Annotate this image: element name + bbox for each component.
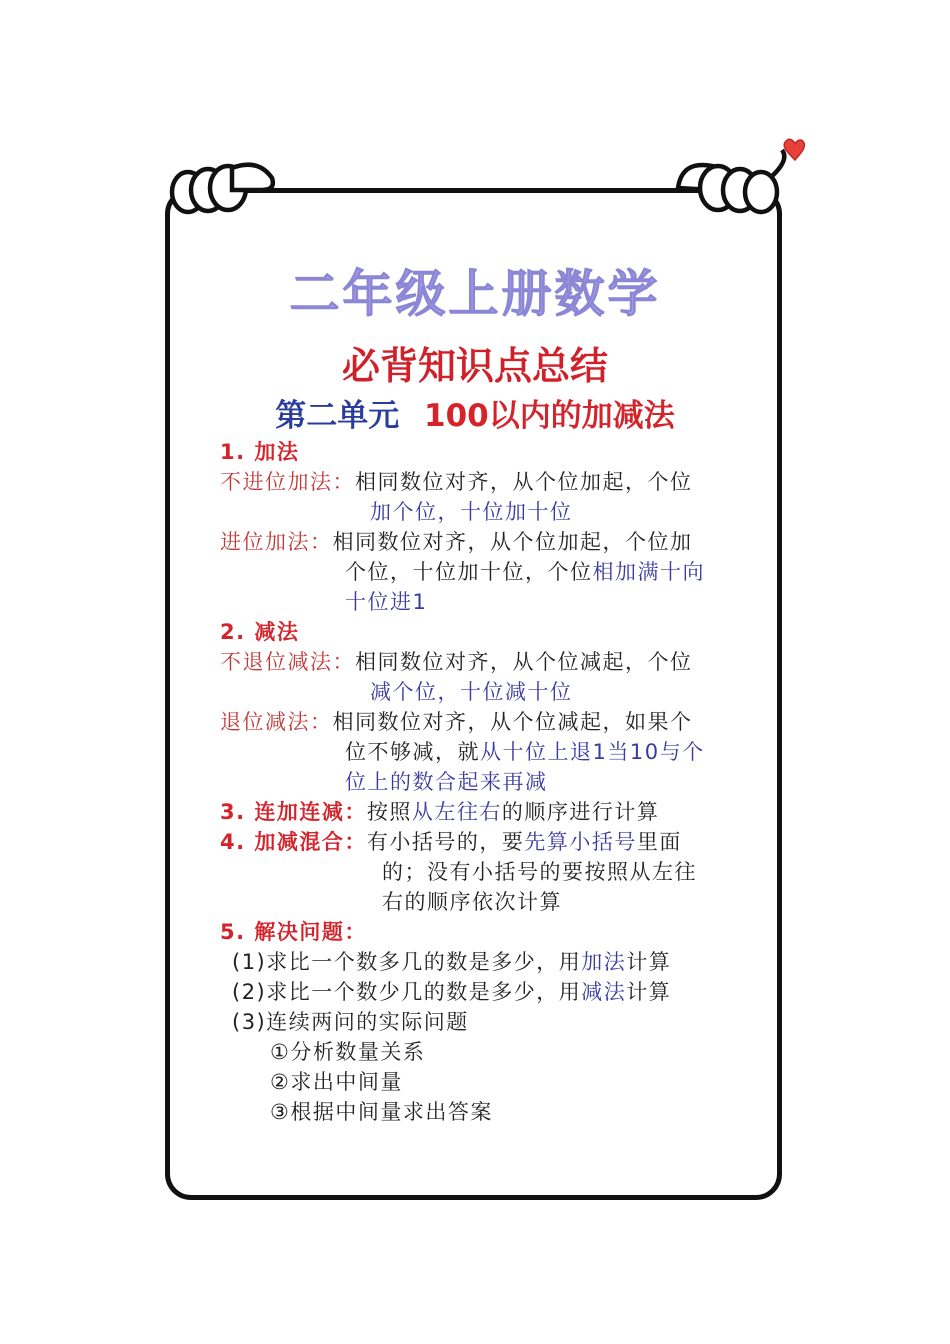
s1-rule-b-plain: 个位，十位加十位，个位 — [345, 560, 593, 584]
section-5-heading: 5. 解决问题： — [220, 920, 367, 944]
page-title: 二年级上册数学 — [289, 264, 661, 323]
s3-highlight: 从左往右 — [411, 800, 502, 824]
s5-step-2: ②求出中间量 — [270, 1070, 403, 1094]
s5-question-1 — [232, 946, 671, 976]
s1-rule-a-line1 — [220, 466, 693, 496]
s1-rule-b-line3: 十位进1 — [345, 590, 428, 614]
s4-text-b: 里面 — [636, 830, 682, 854]
s2-rule-a-label: 不退位减法： — [220, 650, 355, 674]
s5-question-2 — [232, 976, 671, 1006]
s2-rule-b-line2 — [345, 736, 705, 766]
s1-rule-a-label: 不进位加法： — [220, 470, 355, 494]
s5-q2-highlight: 减法 — [581, 980, 627, 1004]
s2-rule-b-label: 退位减法： — [220, 710, 333, 734]
s5-q2-text-b: 计算 — [626, 980, 672, 1004]
s1-rule-b-line1 — [220, 526, 693, 556]
s5-q1-highlight: 加法 — [581, 950, 627, 974]
s1-rule-b-highlight: 相加满十向 — [592, 560, 705, 584]
section-2-heading: 2. 减法 — [220, 620, 300, 644]
right-curl-icon — [678, 150, 784, 212]
s4-highlight: 先算小括号 — [524, 830, 637, 854]
unit-topic: 100以内的加减法 — [424, 398, 675, 434]
s2-rule-b-highlight: 从十位上退1当10与个 — [480, 740, 705, 764]
section-4-heading: 4. 加减混合： — [220, 830, 367, 854]
heart-icon — [784, 139, 804, 160]
s2-rule-a-text: 相同数位对齐，从个位减起，个位 — [355, 650, 693, 674]
s1-rule-b-line2 — [345, 556, 705, 586]
s2-rule-b-line1 — [220, 706, 693, 736]
section-4-line1 — [220, 826, 682, 856]
s1-rule-a-line2: 加个位，十位加十位 — [370, 500, 573, 524]
page-subtitle: 必背知识点总结 — [341, 343, 608, 388]
s1-rule-a-text: 相同数位对齐，从个位加起，个位 — [355, 470, 693, 494]
s5-step-1: ①分析数量关系 — [270, 1040, 426, 1064]
section-4-line2: 的；没有小括号的要按照从左往 — [382, 860, 697, 884]
unit-heading — [0, 390, 950, 435]
s5-q1-text-a: (1)求比一个数多几的数是多少，用 — [232, 950, 582, 974]
s2-rule-a-line2: 减个位，十位减十位 — [370, 680, 573, 704]
s5-q2-text-a: (2)求比一个数少几的数是多少，用 — [232, 980, 582, 1004]
section-4-line3: 右的顺序依次计算 — [382, 890, 562, 914]
s3-text-b: 的顺序进行计算 — [501, 800, 660, 824]
s2-rule-b-text: 相同数位对齐，从个位减起，如果个 — [332, 710, 693, 734]
left-curl-icon — [172, 165, 273, 212]
s4-text-a: 有小括号的，要 — [366, 830, 525, 854]
s5-q1-text-b: 计算 — [626, 950, 672, 974]
s3-text-a: 按照 — [366, 800, 412, 824]
s2-rule-b-plain: 位不够减，就 — [345, 740, 480, 764]
section-3-heading: 3. 连加连减： — [220, 800, 367, 824]
s1-rule-b-text: 相同数位对齐，从个位加起，个位加 — [332, 530, 693, 554]
s5-question-3: (3)连续两问的实际问题 — [232, 1010, 469, 1034]
section-1-heading: 1. 加法 — [220, 440, 300, 464]
s1-rule-b-label: 进位加法： — [220, 530, 333, 554]
s2-rule-a-line1 — [220, 646, 693, 676]
s5-step-3: ③根据中间量求出答案 — [270, 1100, 493, 1124]
s2-rule-b-line3: 位上的数合起来再减 — [345, 770, 548, 794]
unit-label: 第二单元 — [275, 398, 400, 434]
section-3 — [220, 796, 659, 826]
